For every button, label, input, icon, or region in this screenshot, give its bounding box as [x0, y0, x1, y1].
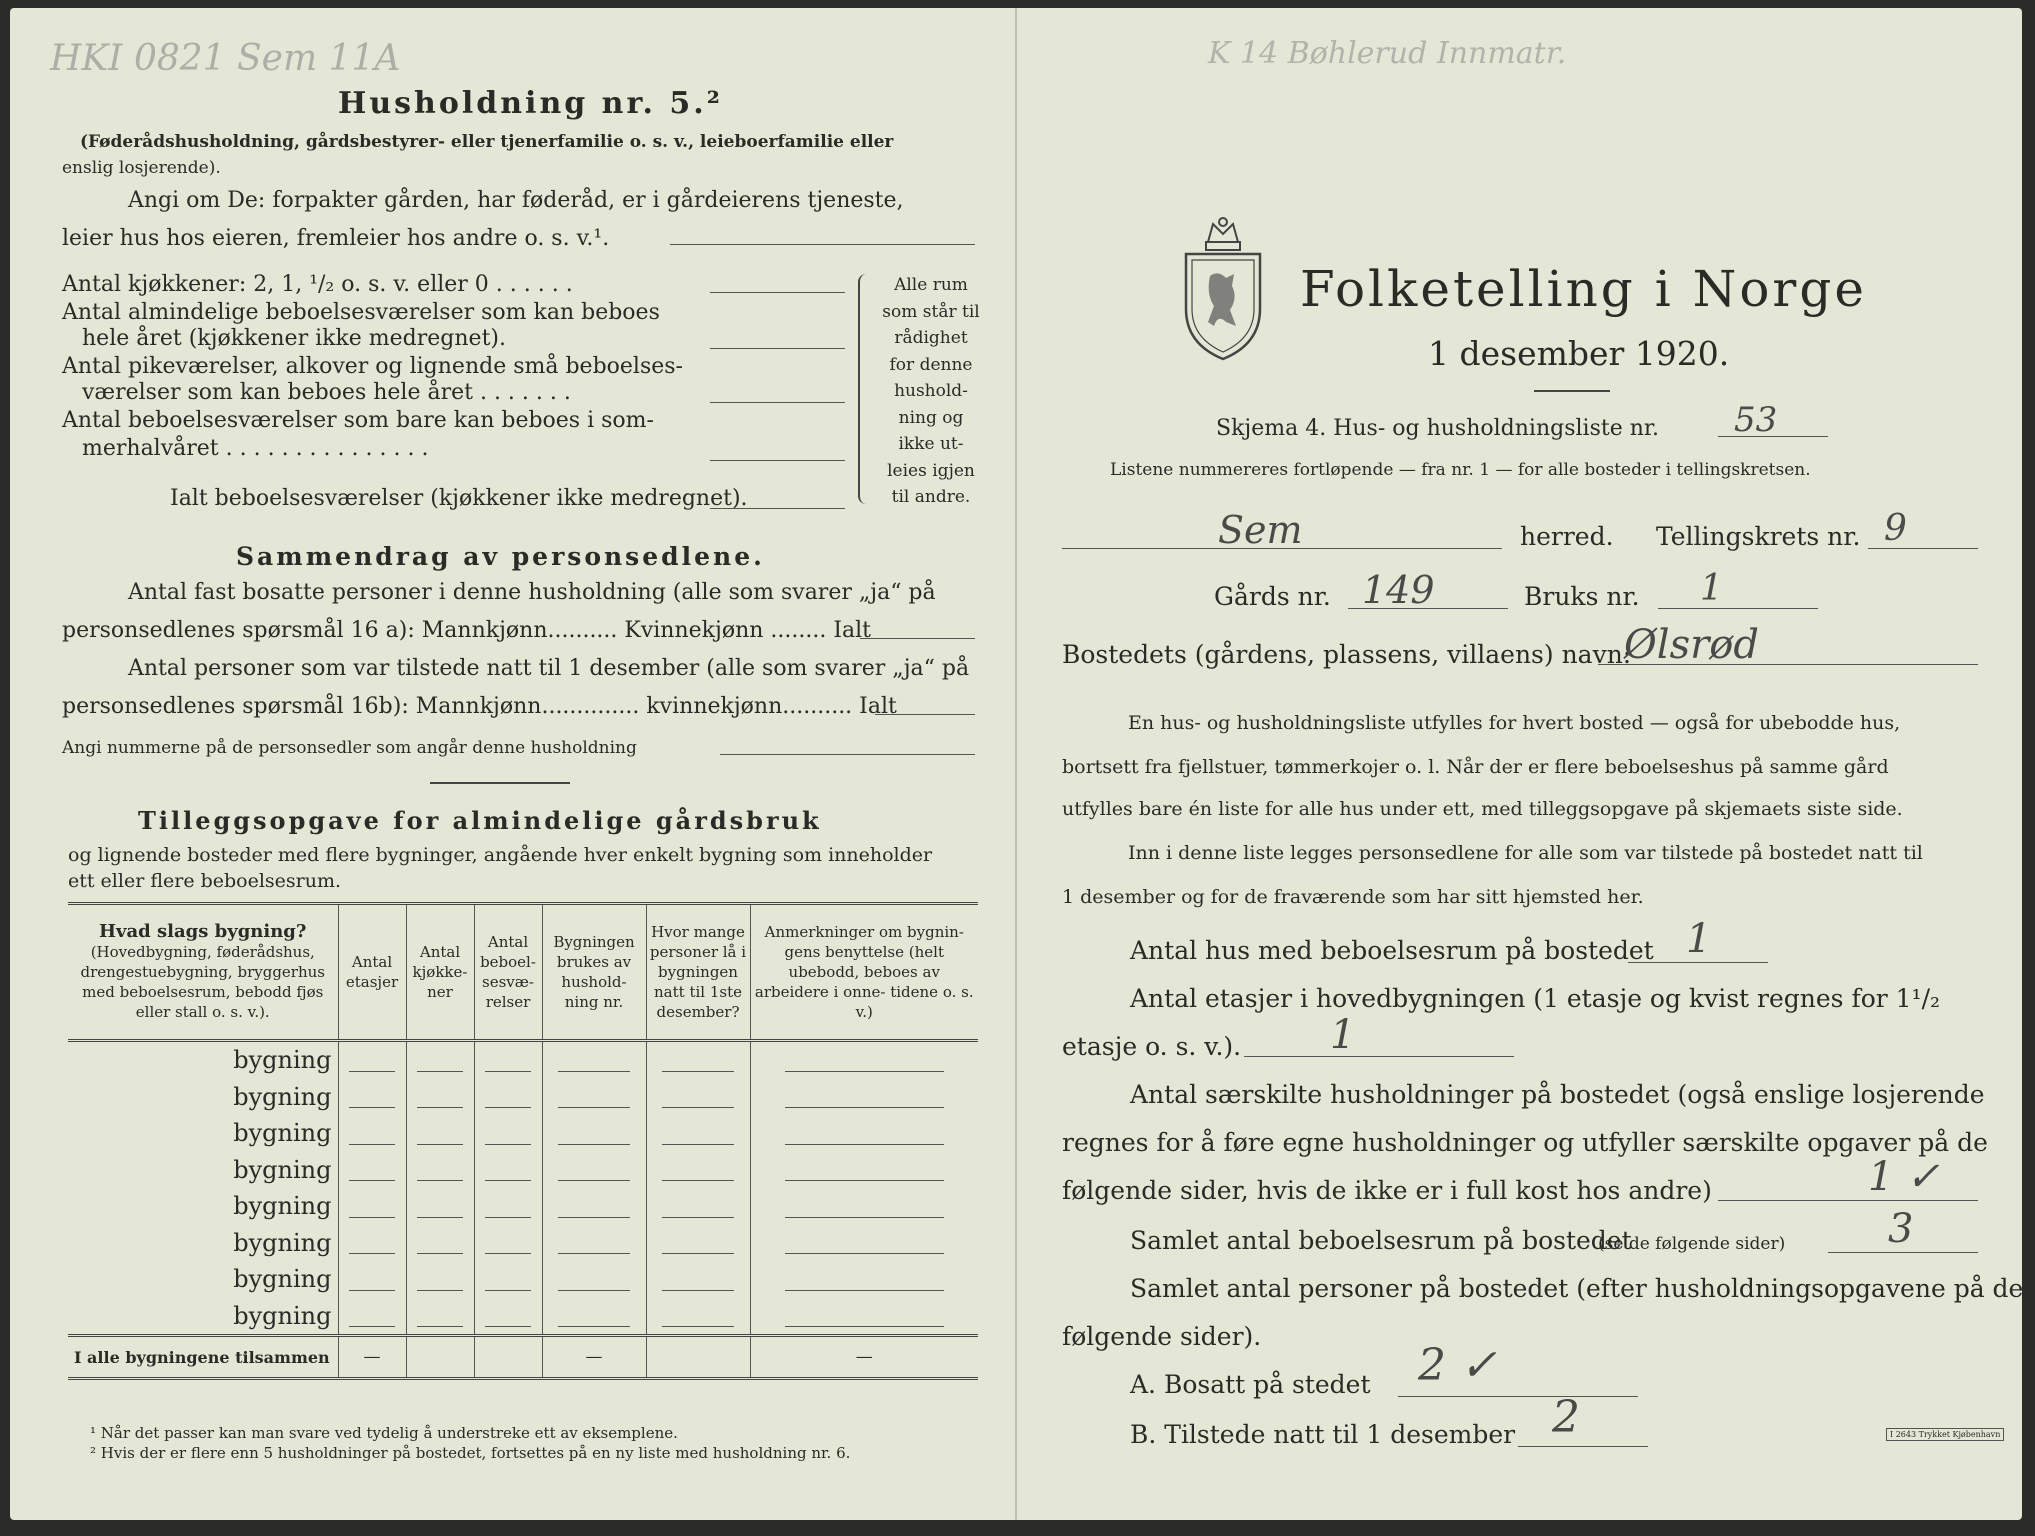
- household-title: Husholdning nr. 5.²: [338, 86, 723, 121]
- title-divider: [1534, 390, 1610, 392]
- table-total-row: [68, 1336, 978, 1379]
- left-corner-handwriting: HKI 0821 Sem 11A: [50, 38, 401, 79]
- q-etasjer-line: [1244, 1056, 1514, 1057]
- q-rum-value[interactable]: 3: [1888, 1206, 1914, 1252]
- extra-line2: ett eller flere beboelsesrum.: [68, 870, 342, 892]
- table-row[interactable]: [68, 1115, 978, 1152]
- section-divider: [430, 782, 570, 784]
- col-kjokkener: Antal kjøkke- ner: [406, 904, 474, 1041]
- q-a-line: [1398, 1396, 1638, 1397]
- skjema-nr-line: [1718, 436, 1828, 437]
- q-hush-line1: Antal særskilte husholdninger på bostedet (også enslige losjerende: [1130, 1080, 1985, 1109]
- bruks-line: [1658, 608, 1818, 609]
- extra-line1: og lignende bosteder med flere bygninger, angående hver enkelt bygning som inneholder: [68, 844, 933, 866]
- col-personer: Hvor mange personer lå i bygningen natt til 1ste desember?: [646, 904, 750, 1041]
- bruks-value[interactable]: 1: [1700, 568, 1723, 609]
- row-label: bygning: [233, 1192, 332, 1221]
- tellingskrets-label: Tellingskrets nr.: [1656, 522, 1861, 551]
- gards-label: Gårds nr.: [1214, 582, 1331, 611]
- instruction-line5: 1 desember og for de fraværende som har sitt hjemsted her.: [1062, 886, 1644, 908]
- kjokkener-label: Antal kjøkkener: 2, 1, ¹/₂ o. s. v. eller 0 . . . . . .: [62, 272, 573, 297]
- household-subtitle-line1: (Føderådshusholdning, gårdsbestyrer- eller tjenerfamilie o. s. v., leieboerfamilie eller: [80, 132, 894, 152]
- table-row[interactable]: [68, 1041, 978, 1079]
- building-table: [68, 902, 978, 1380]
- pike-rooms-answer-line[interactable]: [710, 402, 845, 403]
- instruction-line3: utfylles bare én liste for alle hus under ett, med tilleggsopgave på skjemaets siste side.: [1062, 798, 1903, 820]
- census-sheet: [10, 8, 2022, 1520]
- right-corner-handwriting: K 14 Bøhlerud Innmatr.: [1208, 36, 1567, 71]
- q-pers-line1: Samlet antal personer på bostedet (efter husholdningsopgavene på de: [1130, 1274, 2024, 1303]
- bosted-label: Bostedets (gårdens, plassens, villaens) navn:: [1062, 640, 1632, 669]
- q-etasjer-value[interactable]: 1: [1330, 1012, 1356, 1058]
- extra-title: Tilleggsopgave for almindelige gårdsbruk: [138, 806, 822, 835]
- col-etasjer: Antal etasjer: [338, 904, 406, 1041]
- pike-rooms-line2: værelser som kan beboes hele året . . . . . . .: [82, 380, 571, 405]
- table-row[interactable]: [68, 1152, 978, 1189]
- q-a-value[interactable]: 2 ✓: [1418, 1340, 1497, 1391]
- total-husholdning: —: [542, 1336, 646, 1379]
- sommer-rooms-line1: Antal beboelsesværelser som bare kan beboes i som-: [62, 408, 654, 433]
- summary-a-line2: personsedlenes spørsmål 16 a): Mannkjønn.......... Kvinnekjønn ........ Ialt: [62, 618, 872, 643]
- ialt-rooms-label: Ialt beboelsesværelser (kjøkkener ikke medregnet).: [170, 486, 748, 511]
- summary-b-line1: Antal personer som var tilstede natt til 1 desember (alle som svarer „ja“ på: [128, 656, 970, 681]
- q-b-line: [1518, 1446, 1648, 1447]
- angi-line1: Angi om De: forpakter gården, har føderåd, er i gårdeierens tjeneste,: [128, 188, 904, 213]
- total-anmerkninger: —: [750, 1336, 978, 1379]
- household-subtitle-line2: enslig losjerende).: [62, 158, 221, 178]
- instruction-line1: En hus- og husholdningsliste utfylles for hvert bosted — også for ubebodde hus,: [1128, 712, 1901, 734]
- gards-value[interactable]: 149: [1362, 568, 1435, 612]
- printer-stamp: I 2643 Trykket Kjøbenhavn: [1886, 1428, 2004, 1441]
- row-label: bygning: [233, 1265, 332, 1294]
- footnote-2: ² Hvis der er flere enn 5 husholdninger på bostedet, fortsettes på en ny liste med husholdning nr. 6.: [90, 1444, 851, 1462]
- tellingskrets-line: [1868, 548, 1978, 549]
- q-rum-line: [1828, 1252, 1978, 1253]
- q-hus-value[interactable]: 1: [1686, 916, 1712, 962]
- coat-of-arms-icon: [1178, 214, 1268, 364]
- row-label: bygning: [233, 1082, 332, 1111]
- right-page: [1018, 8, 2022, 1520]
- skjema-label: Skjema 4. Hus- og husholdningsliste nr.: [1216, 416, 1659, 441]
- herred-value[interactable]: Sem: [1218, 508, 1303, 552]
- building-table-header: [68, 904, 978, 1041]
- summary-c-label: Angi nummerne på de personsedler som angår denne husholdning: [62, 738, 637, 758]
- q-etasjer-line2: etasje o. s. v.).: [1062, 1032, 1242, 1061]
- table-row[interactable]: [68, 1188, 978, 1225]
- q-etasjer-line1: Antal etasjer i hovedbygningen (1 etasje og kvist regnes for 1¹/₂: [1130, 984, 1941, 1013]
- herred-label: herred.: [1520, 522, 1614, 551]
- col-building-type: Hvad slags bygning? (Hovedbygning, føderådshus, drengestuebygning, bryggerhus med beboelsesrum, bebodd fjøs eller stall o. s. v.).: [80, 921, 325, 1021]
- q-hus-label: Antal hus med beboelsesrum på bostedet: [1130, 936, 1654, 965]
- total-label: I alle bygningene tilsammen: [68, 1336, 338, 1379]
- q-hus-line: [1628, 962, 1768, 963]
- summary-b-ialt-line[interactable]: [875, 714, 975, 715]
- table-row[interactable]: [68, 1261, 978, 1298]
- table-row[interactable]: [68, 1225, 978, 1262]
- row-label: bygning: [233, 1046, 332, 1075]
- row-label: bygning: [233, 1155, 332, 1184]
- census-date: 1 desember 1920.: [1428, 334, 1730, 373]
- col-husholdning-nr: Bygningen brukes av hushold- ning nr.: [542, 904, 646, 1041]
- alm-rooms-line2: hele året (kjøkkener ikke medregnet).: [82, 326, 506, 351]
- angi-line2: leier hus hos eieren, fremleier hos andre o. s. v.¹.: [62, 226, 610, 251]
- instruction-line2: bortsett fra fjellstuer, tømmerkojer o. l. Når der er flere beboelseshus på samme gård: [1062, 756, 1889, 778]
- summary-c-answer-line[interactable]: [720, 754, 975, 755]
- census-title: Folketelling i Norge: [1300, 260, 1867, 318]
- ialt-rooms-answer-line[interactable]: [710, 508, 845, 509]
- table-row[interactable]: [68, 1298, 978, 1336]
- summary-a-ialt-line[interactable]: [860, 638, 975, 639]
- q-pers-line2: følgende sider).: [1062, 1322, 1262, 1351]
- q-hush-line2: regnes for å føre egne husholdninger og utfyller særskilte opgaver på de: [1062, 1128, 1988, 1157]
- row-label: bygning: [233, 1301, 332, 1330]
- skjema-nr-value[interactable]: 53: [1734, 400, 1778, 440]
- q-rum-note: (se de følgende sider): [1598, 1234, 1786, 1254]
- instruction-line4: Inn i denne liste legges personsedlene for alle som var tilstede på bostedet natt til: [1128, 842, 1923, 864]
- q-hush-value[interactable]: 1 ✓: [1868, 1154, 1940, 1200]
- bosted-value[interactable]: Ølsrød: [1624, 622, 1759, 668]
- alm-rooms-answer-line[interactable]: [710, 348, 845, 349]
- pike-rooms-line1: Antal pikeværelser, alkover og lignende små beboelses-: [62, 354, 683, 379]
- tellingskrets-value[interactable]: 9: [1884, 508, 1907, 549]
- q-hush-line: [1718, 1200, 1978, 1201]
- total-etasjer: —: [338, 1336, 406, 1379]
- bosted-line: [1598, 664, 1978, 665]
- q-b-label: B. Tilstede natt til 1 desember: [1130, 1420, 1516, 1449]
- table-row[interactable]: [68, 1079, 978, 1116]
- footnote-1: ¹ Når det passer kan man svare ved tydelig å understreke ett av eksemplene.: [90, 1424, 678, 1442]
- sommer-rooms-line2: merhalvåret . . . . . . . . . . . . . . .: [82, 436, 429, 461]
- row-label: bygning: [233, 1228, 332, 1257]
- herred-line: [1062, 548, 1502, 549]
- angi-answer-line[interactable]: [670, 244, 975, 245]
- rooms-bracket: [858, 274, 874, 504]
- q-a-label: A. Bosatt på stedet: [1130, 1370, 1371, 1399]
- summary-b-line2: personsedlenes spørsmål 16b): Mannkjønn.............. kvinnekjønn.......... Ialt: [62, 694, 897, 719]
- summary-a-line1: Antal fast bosatte personer i denne husholdning (alle som svarer „ja“ på: [128, 580, 936, 605]
- q-hush-line3: følgende sider, hvis de ikke er i full kost hos andre): [1062, 1176, 1712, 1205]
- listene-note: Listene nummereres fortløpende — fra nr. 1 — for alle bosteder i tellingskretsen.: [1110, 460, 1811, 480]
- col-anmerkninger: Anmerkninger om bygnin- gens benyttelse (helt ubebodd, beboes av arbeidere i onne- tidene o. s. v.): [750, 904, 978, 1041]
- bruks-label: Bruks nr.: [1524, 582, 1640, 611]
- kjokkener-answer-line[interactable]: [710, 292, 845, 293]
- row-label: bygning: [233, 1119, 332, 1148]
- summary-title: Sammendrag av personsedlene.: [236, 542, 765, 571]
- alm-rooms-line1: Antal almindelige beboelsesværelser som kan beboes: [62, 300, 660, 325]
- sommer-rooms-answer-line[interactable]: [710, 460, 845, 461]
- col-beboelsesvaerelser: Antal beboel- sesvæ- relser: [474, 904, 542, 1041]
- left-page: [10, 8, 1017, 1520]
- q-b-value[interactable]: 2: [1552, 1392, 1580, 1443]
- q-rum-label: Samlet antal beboelsesrum på bostedet: [1130, 1226, 1632, 1255]
- rooms-side-note: Alle rum som står til rådighet for denne hushold- ning og ikke ut- leies igjen til andre.: [882, 275, 980, 507]
- gards-line: [1348, 608, 1508, 609]
